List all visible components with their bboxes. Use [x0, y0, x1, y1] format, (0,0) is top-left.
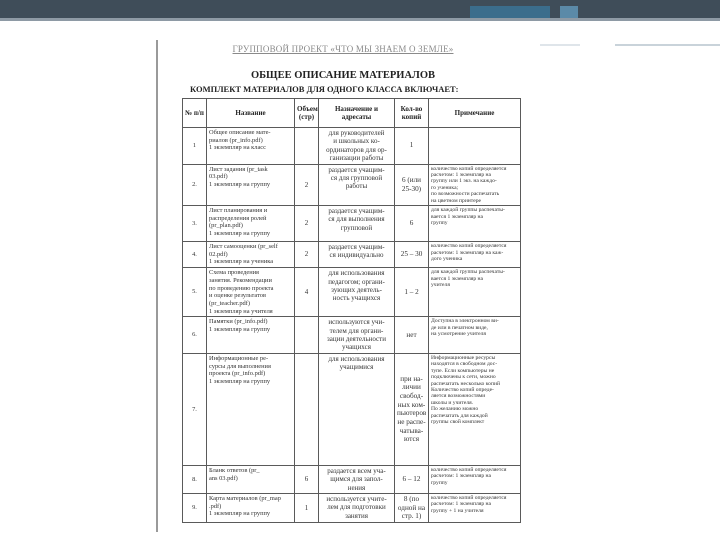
material-name-line: Памятки (pr_info.pdf) — [209, 318, 268, 326]
material-purpose-line: ность учащихся — [332, 294, 381, 303]
material-purpose-line: щимся для запол- — [330, 475, 383, 484]
material-purpose-line: для руководителей — [328, 129, 385, 137]
table-row — [183, 494, 521, 523]
material-note-line: для каждой группы распечаты- — [431, 207, 505, 214]
copies-count: нет — [395, 317, 429, 354]
material-purpose-line: раздается учащим- — [328, 243, 385, 252]
material-note-line: учителя — [431, 282, 450, 288]
material-name-line: распределения ролей — [209, 214, 267, 222]
material-name-line: Бланк ответов (pr_ — [209, 466, 260, 474]
material-name-line: 1 экземпляр на группу — [209, 377, 271, 385]
header-count: Кол-во копий — [395, 99, 429, 128]
material-purpose-line: педагогом; органи- — [328, 277, 385, 286]
material-name-line: по проведению проекта — [209, 284, 274, 292]
material-pages: 1 — [295, 494, 319, 523]
material-purpose — [319, 465, 395, 493]
document-subtitle: КОМПЛЕКТ МАТЕРИАЛОВ ДЛЯ ОДНОГО КЛАССА ВКЛЮЧАЕТ: — [190, 84, 459, 94]
material-name-line: 02.pdf) — [209, 250, 228, 258]
material-purpose — [319, 353, 395, 465]
material-purpose — [319, 164, 395, 206]
material-purpose-line: зующих деятель- — [331, 285, 382, 294]
material-pages: 4 — [295, 268, 319, 317]
table-row — [183, 268, 521, 317]
slide-decor-rule-short — [540, 44, 580, 46]
copies-count: 8 (по одной на стр. 1) — [395, 494, 429, 523]
material-purpose-line: для использования — [328, 269, 385, 278]
table-row — [183, 128, 521, 165]
material-note-line: ляется возможностями — [431, 393, 486, 400]
copies-count: 6 – 12 — [395, 465, 429, 493]
slide-top-strip — [0, 18, 720, 21]
material-note-line: де или в печатном виде, — [431, 324, 488, 331]
material-note-line: находятся в свободном дос- — [431, 361, 498, 368]
material-purpose-line: лем для подготовки — [327, 503, 386, 512]
material-name — [207, 465, 295, 493]
material-note-line: Количество копий опреде- — [431, 386, 494, 393]
material-purpose-line: групповой — [340, 223, 373, 232]
material-note-line: школы и учителя. — [431, 399, 474, 406]
material-name — [207, 268, 295, 317]
material-name-line: 1 экземпляр на ученика — [209, 258, 274, 266]
copies-count: 1 – 2 — [395, 268, 429, 317]
copies-count: 6 (или 25-30) — [395, 164, 429, 206]
copies-count: 1 — [395, 128, 429, 165]
material-name-line: 1 экземпляр на группу — [209, 180, 271, 188]
material-purpose — [319, 494, 395, 523]
scan-left-border — [156, 40, 158, 532]
material-note — [429, 164, 521, 206]
material-note-line: количество копий определяется — [431, 243, 507, 250]
material-name-line: Карта материалов (pr_map — [209, 495, 281, 503]
slide-decor-rule — [615, 44, 720, 46]
material-note — [429, 268, 521, 317]
material-purpose-line: ся для выполнения — [328, 215, 385, 224]
material-note-line: для каждой группы распечаты- — [431, 269, 505, 276]
header-purpose: Назначение и адресаты — [319, 99, 395, 128]
material-pages: 2 — [295, 206, 319, 242]
material-purpose-line: занятия — [345, 511, 368, 520]
material-note-line: количество копий определяется — [431, 466, 507, 473]
material-purpose-line: ся для групповой — [330, 173, 383, 182]
material-pages: 6 — [295, 465, 319, 493]
material-note-line: группу или 1 экз. на каждо- — [431, 178, 497, 185]
material-purpose-line: учащихся — [342, 343, 371, 352]
material-note-line: тупе. Если компьютеры не — [431, 367, 495, 374]
slide-top-bar — [0, 0, 720, 18]
material-name-line: 1 экземпляр на класс — [209, 144, 266, 152]
material-note-line: распечатать для каждой — [431, 412, 488, 419]
material-name-line: ans 03.pdf) — [209, 474, 238, 482]
material-note — [429, 206, 521, 242]
material-purpose-line: используются учи- — [328, 318, 385, 327]
material-purpose — [319, 268, 395, 317]
material-note-line: количество копий определяется — [431, 495, 507, 502]
material-name-line: 1 экземпляр на учителя — [209, 307, 273, 315]
material-name-line: 1 экземпляр на группу — [209, 510, 271, 518]
slide-accent-bar — [470, 6, 550, 18]
project-title: ГРУППОВОЙ ПРОЕКТ «ЧТО МЫ ЗНАЕМ О ЗЕМЛЕ» — [232, 44, 454, 54]
material-note-line: Доступна в электронном ви- — [431, 318, 499, 325]
material-name-line: Общее описание мате- — [209, 129, 271, 136]
header-note: Примечание — [429, 99, 521, 128]
material-purpose-line: учащимися — [339, 363, 374, 372]
material-note — [429, 353, 521, 465]
material-purpose — [319, 242, 395, 268]
material-note-line: Информационные ресурсы — [431, 354, 496, 361]
material-purpose-line: ся индивидуально — [329, 251, 384, 260]
material-name-line: 1 экземпляр на группу — [209, 325, 271, 333]
material-name-line: Информационные ре- — [209, 354, 269, 362]
materials-table — [182, 98, 521, 523]
material-purpose-line: раздается учащим- — [328, 207, 385, 216]
material-purpose-line: для использования — [328, 354, 385, 363]
table-row — [183, 206, 521, 242]
material-purpose-line: раздается всем уча- — [327, 466, 386, 475]
row-number: 3. — [183, 206, 207, 242]
material-purpose-line: ординаторов для ор- — [326, 145, 387, 154]
material-note-line: подключены к сети, можно — [431, 374, 496, 381]
material-purpose-line: зации деятельности — [327, 335, 386, 344]
material-name-line: занятия. Рекомендации — [209, 276, 272, 284]
row-number: 6. — [183, 317, 207, 354]
material-note-line: группу + 1 на учителя — [431, 507, 484, 514]
material-pages: 2 — [295, 242, 319, 268]
row-number: 8. — [183, 465, 207, 493]
row-number: 9. — [183, 494, 207, 523]
material-name-line: проекта (pr_info.pdf) — [209, 370, 266, 378]
material-pages — [295, 128, 319, 165]
material-name — [207, 164, 295, 206]
material-name-line: сурсы для выполнения — [209, 362, 271, 370]
table-row — [183, 242, 521, 268]
material-purpose-line: и школьных ко- — [333, 137, 380, 146]
material-name-line: риалов (pr_info.pdf) — [209, 136, 263, 144]
scanned-document-page — [160, 42, 526, 528]
material-note-line: вается 1 экземпляр на — [431, 275, 484, 282]
material-name — [207, 494, 295, 523]
material-note — [429, 242, 521, 268]
row-number: 1 — [183, 128, 207, 165]
material-pages: 2 — [295, 164, 319, 206]
table-row — [183, 465, 521, 493]
material-name-line: 03.pdf) — [209, 173, 228, 181]
material-note-line: по возможности распечатать — [431, 191, 500, 198]
material-note-line: на усмотрение учителя — [431, 331, 486, 338]
material-note-line: вается 1 экземпляр на — [431, 213, 484, 220]
row-number: 5. — [183, 268, 207, 317]
material-name — [207, 353, 295, 465]
material-purpose — [319, 317, 395, 354]
material-note-line: расчетом: 1 экземпляр на — [431, 501, 492, 508]
material-note — [429, 494, 521, 523]
material-pages — [295, 317, 319, 354]
table-row — [183, 164, 521, 206]
material-note-line: го ученика; — [431, 184, 459, 191]
copies-count: 6 — [395, 206, 429, 242]
row-number: 2. — [183, 164, 207, 206]
material-name-line: (pr_teacher.pdf) — [209, 299, 250, 307]
slide-accent-bar-small — [560, 6, 578, 18]
material-note — [429, 465, 521, 493]
material-note-line: группу — [431, 479, 448, 486]
material-name-line: Лист задания (pr_task — [209, 165, 268, 173]
row-number: 4. — [183, 242, 207, 268]
material-name-line: .pdf) — [209, 502, 222, 510]
material-note-line: распечатать несколько копий — [431, 380, 500, 387]
material-note — [429, 128, 521, 165]
material-pages — [295, 353, 319, 465]
table-body — [183, 128, 521, 523]
table-row — [183, 317, 521, 354]
table-row — [183, 353, 521, 465]
material-purpose-line: раздается учащим- — [328, 165, 385, 174]
material-name — [207, 128, 295, 165]
material-note-line: расчетом: 1 экземпляр на — [431, 473, 492, 480]
copies-count: при на-личии свобод-ных ком-пьютеров не распе-чатыва-ются — [395, 353, 429, 465]
material-note-line: группу — [431, 219, 448, 226]
material-note-line: дого ученика — [431, 255, 463, 262]
material-purpose — [319, 128, 395, 165]
material-note-line: расчетом: 1 экземпляр на каж- — [431, 249, 504, 256]
material-name-line: Схема проведения — [209, 269, 259, 277]
material-purpose-line: телем для органи- — [329, 326, 384, 335]
material-purpose-line: нения — [347, 483, 366, 492]
material-note-line: расчетом: 1 экземпляр на — [431, 171, 492, 178]
table-header-row — [183, 99, 521, 128]
header-qty: Объем (стр) — [295, 99, 319, 128]
material-name-line: и оценке результатов — [209, 292, 267, 300]
material-note-line: количество копий определяется — [431, 165, 507, 172]
material-purpose-line: ганизации работы — [329, 154, 384, 163]
material-name-line: (pr_plan.pdf) — [209, 222, 243, 230]
document-title: ОБЩЕЕ ОПИСАНИЕ МАТЕРИАЛОВ — [250, 70, 436, 81]
material-name-line: 1 экземпляр на группу — [209, 230, 271, 238]
material-note — [429, 317, 521, 354]
material-note-line: группы свой комплект — [431, 419, 485, 426]
header-name: Название — [207, 99, 295, 128]
copies-count: 25 – 30 — [395, 242, 429, 268]
material-purpose-line: работы — [345, 182, 368, 191]
header-num: № п/п — [183, 99, 207, 128]
material-note-line: По желанию можно — [431, 406, 479, 413]
material-purpose-line: используется учите- — [326, 495, 387, 504]
material-note-line: на цветном принтере — [431, 197, 482, 204]
row-number: 7. — [183, 353, 207, 465]
material-name-line: Лист самооценки (pr_self — [209, 243, 278, 251]
material-name — [207, 317, 295, 354]
material-purpose — [319, 206, 395, 242]
material-name — [207, 242, 295, 268]
material-name — [207, 206, 295, 242]
material-name-line: Лист планирования и — [209, 207, 268, 215]
